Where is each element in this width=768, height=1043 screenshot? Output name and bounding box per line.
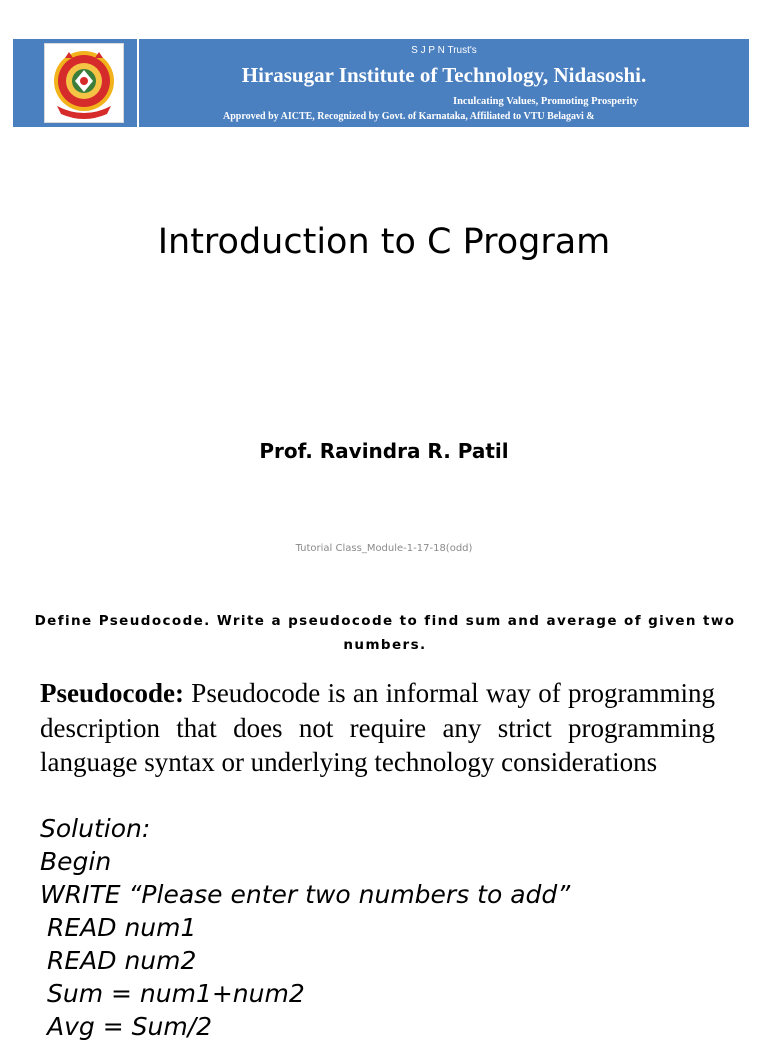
slide-footer: Tutorial Class_Module-1-17-18(odd)	[295, 543, 473, 554]
solution-block	[40, 812, 740, 1043]
institute-banner	[13, 39, 749, 127]
trust-name: S J P N Trust's	[411, 45, 477, 56]
code-line: Avg = Sum/2	[47, 1012, 213, 1041]
institute-name: Hirasugar Institute of Technology, Nidasoshi.	[241, 63, 647, 87]
institute-tagline: Inculcating Values, Promoting Prosperity	[453, 96, 639, 107]
slide-title: Introduction to C Program	[157, 222, 611, 262]
code-line: Begin	[40, 847, 112, 876]
solution-label: Solution:	[40, 814, 151, 843]
definition-body: Pseudocode is an informal way of programming description that does not require any strict programming language syntax or underlying technology considerations	[40, 678, 715, 777]
code-line: READ num2	[47, 946, 197, 975]
definition-term: Pseudocode:	[40, 678, 184, 708]
pseudocode-definition	[40, 676, 715, 780]
code-line: Sum = num1+num2	[47, 979, 305, 1008]
approval-text: Approved by AICTE, Recognized by Govt. of Karnataka, Affiliated to VTU Belagavi &	[223, 111, 595, 122]
code-line: WRITE “Please enter two numbers to add”	[40, 880, 571, 909]
author-name: Prof. Ravindra R. Patil	[259, 439, 509, 463]
code-line: READ num1	[47, 913, 197, 942]
question-text: Define Pseudocode. Write a pseudocode to find sum and average of given two numbers.	[34, 613, 736, 653]
institute-emblem-icon	[45, 44, 123, 122]
institute-logo	[44, 43, 124, 123]
